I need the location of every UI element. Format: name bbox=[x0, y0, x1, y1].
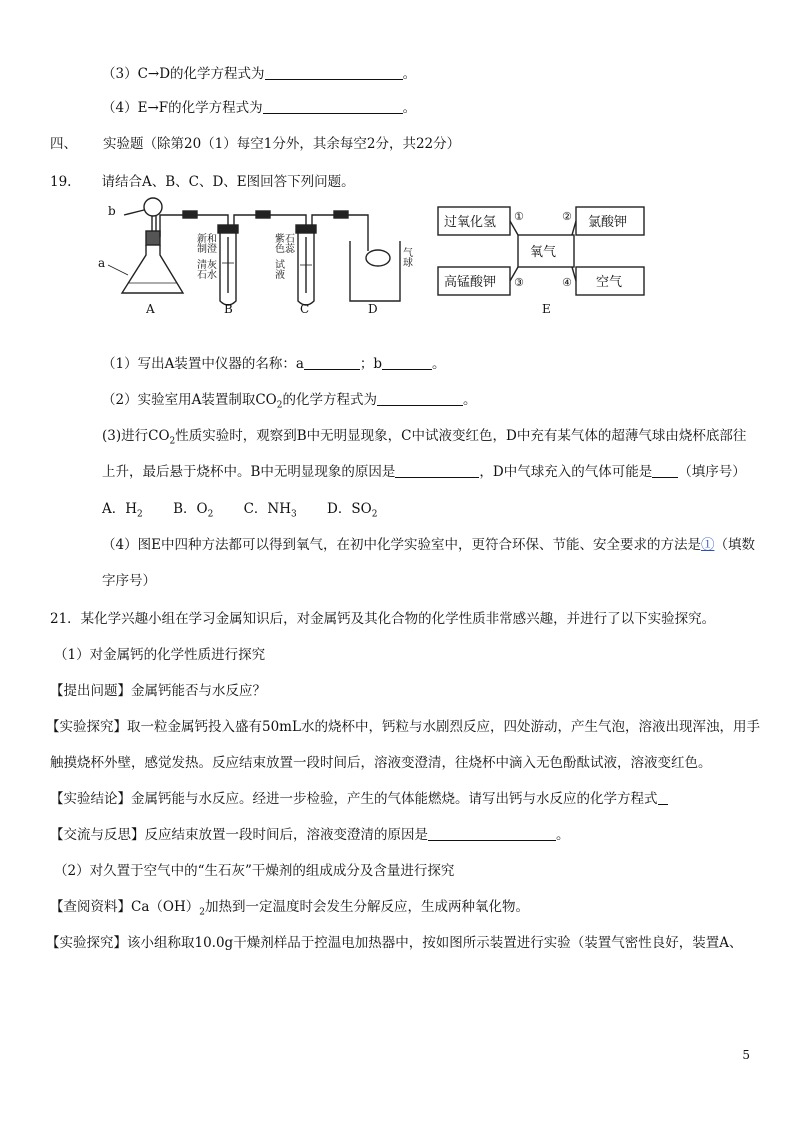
answer-blank[interactable] bbox=[658, 790, 668, 805]
svg-text:空气: 空气 bbox=[596, 275, 623, 290]
answer-filled: ① bbox=[700, 537, 715, 553]
answer-blank[interactable] bbox=[652, 463, 678, 478]
q21-consult: 【查阅资料】$Ca(OH)_2$加热到一定温度时会发生分解反应，生成两种氧化物。 bbox=[50, 899, 529, 918]
apparatus-figure bbox=[88, 193, 418, 318]
q21-part2-title: （2）对久置于空气中的“生石灰”干燥剂的组成成分及含量进行探究 bbox=[54, 863, 455, 879]
svg-text:E: E bbox=[542, 302, 551, 315]
q19-part2: （2）实验室用A装置制取$CO_2$的化学方程式为 。 bbox=[102, 392, 477, 411]
q21-reflect: 【交流与反思】反应结束放置一段时间后，溶液变澄清的原因是 。 bbox=[50, 827, 570, 843]
b-reagent-label bbox=[195, 233, 217, 280]
svg-text:和澄: 和澄 bbox=[204, 233, 216, 253]
oxygen-sources-figure bbox=[436, 205, 646, 315]
q19-stem: 19. 请结合A、B、C、D、E图回答下列问题。 bbox=[50, 174, 355, 190]
q21-ask: 【提出问题】金属钙能否与水反应？ bbox=[50, 683, 266, 699]
svg-text:试液: 试液 bbox=[272, 259, 284, 279]
svg-text:石蕊: 石蕊 bbox=[282, 233, 294, 253]
q21-part1-title: （1）对金属钙的化学性质进行探究 bbox=[54, 647, 266, 663]
label-a-arrow: a bbox=[98, 256, 106, 270]
c-reagent-label bbox=[273, 232, 295, 280]
svg-text:氧气: 氧气 bbox=[530, 245, 557, 260]
option-a[interactable]: A．$H_2$ bbox=[102, 501, 143, 520]
d-balloon-label bbox=[401, 247, 413, 267]
svg-text:气球: 气球 bbox=[400, 247, 412, 267]
answer-blank[interactable] bbox=[377, 391, 463, 406]
answer-blank[interactable] bbox=[428, 826, 556, 841]
option-d[interactable]: D．$SO_2$ bbox=[327, 501, 378, 520]
label-a: A bbox=[146, 302, 155, 316]
q19-options bbox=[102, 497, 377, 520]
answer-blank[interactable] bbox=[265, 65, 403, 80]
svg-text:②: ② bbox=[562, 210, 572, 223]
q21-explore-line1: 【实验探究】取一粒金属钙投入盛有50mL水的烧杯中，钙粒与水剧烈反应，四处游动，产生气泡，溶液出现浑浊，用手 bbox=[46, 719, 760, 735]
q21-intro: 21．某化学兴趣小组在学习金属知识后，对金属钙及其化合物的化学性质非常感兴趣，并进行了以下实验探究。 bbox=[50, 611, 716, 627]
conical-flask bbox=[122, 245, 183, 293]
svg-text:新制: 新制 bbox=[194, 233, 206, 253]
q19-part3-line1: (3)进行$CO_2$性质实验时，观察到B中无明显现象，C中试液变红色，D中充有某气体的超薄气球由烧杯底部往 bbox=[102, 428, 747, 447]
label-b: B bbox=[224, 302, 233, 316]
section-heading: 四、 实验题（除第20（1）每空1分外，其余每空2分，共22分） bbox=[50, 136, 461, 152]
answer-blank[interactable] bbox=[395, 463, 479, 478]
page-number: 5 bbox=[742, 1048, 750, 1062]
q19-part4-line2: 字序号） bbox=[102, 573, 156, 589]
answer-blank[interactable] bbox=[263, 99, 403, 114]
label-c: C bbox=[300, 302, 310, 316]
svg-text:清石: 清石 bbox=[194, 259, 206, 279]
q19-part1: （1）写出A装置中仪器的名称：a ；b 。 bbox=[102, 356, 446, 372]
q21-explore2: 【实验探究】该小组称取10.0g干燥剂样品于控温电加热器中，按如图所示装置进行实验（装置气密性良好，装置A、 bbox=[46, 935, 743, 951]
q21-conclusion: 【实验结论】金属钙能与水反应。经进一步检验，产生的气体能燃烧。请写出钙与水反应的化学方程式 bbox=[50, 787, 668, 807]
answer-blank[interactable] bbox=[382, 355, 432, 370]
option-b[interactable]: B．$O_2$ bbox=[173, 501, 214, 520]
q19-part4-line1: （4）图E中四种方法都可以得到氧气，在初中化学实验室中，更符合环保、节能、安全要求的方法是①（填数 bbox=[102, 537, 755, 553]
svg-text:①: ① bbox=[514, 210, 524, 223]
q18-line4: （4）E→F的化学方程式为 。 bbox=[102, 100, 417, 116]
answer-blank[interactable] bbox=[304, 355, 360, 370]
balloon bbox=[366, 250, 390, 266]
svg-text:氯酸钾: 氯酸钾 bbox=[588, 215, 628, 230]
svg-text:高锰酸钾: 高锰酸钾 bbox=[444, 275, 497, 290]
label-b-arrow: b bbox=[108, 204, 116, 218]
label-d: D bbox=[368, 302, 378, 316]
svg-text:紫色: 紫色 bbox=[272, 233, 284, 253]
funnel-bulb bbox=[144, 198, 162, 216]
svg-text:④: ④ bbox=[562, 276, 572, 289]
svg-text:灰水: 灰水 bbox=[204, 259, 216, 279]
q18-line3: （3）C→D的化学方程式为 。 bbox=[102, 66, 417, 82]
option-c[interactable]: C．$NH_3$ bbox=[243, 501, 297, 520]
q21-explore-line2: 触摸烧杯外壁，感觉发热。反应结束放置一段时间后，溶液变澄清，往烧杯中滴入无色酚酞试液，溶液变红色。 bbox=[50, 755, 712, 771]
svg-text:过氧化氢: 过氧化氢 bbox=[444, 215, 497, 230]
q19-part3-line2: 上升，最后悬于烧杯中。B中无明显现象的原因是 ，D中气球充入的气体可能是 （填序号） bbox=[102, 464, 746, 480]
svg-text:③: ③ bbox=[514, 276, 524, 289]
